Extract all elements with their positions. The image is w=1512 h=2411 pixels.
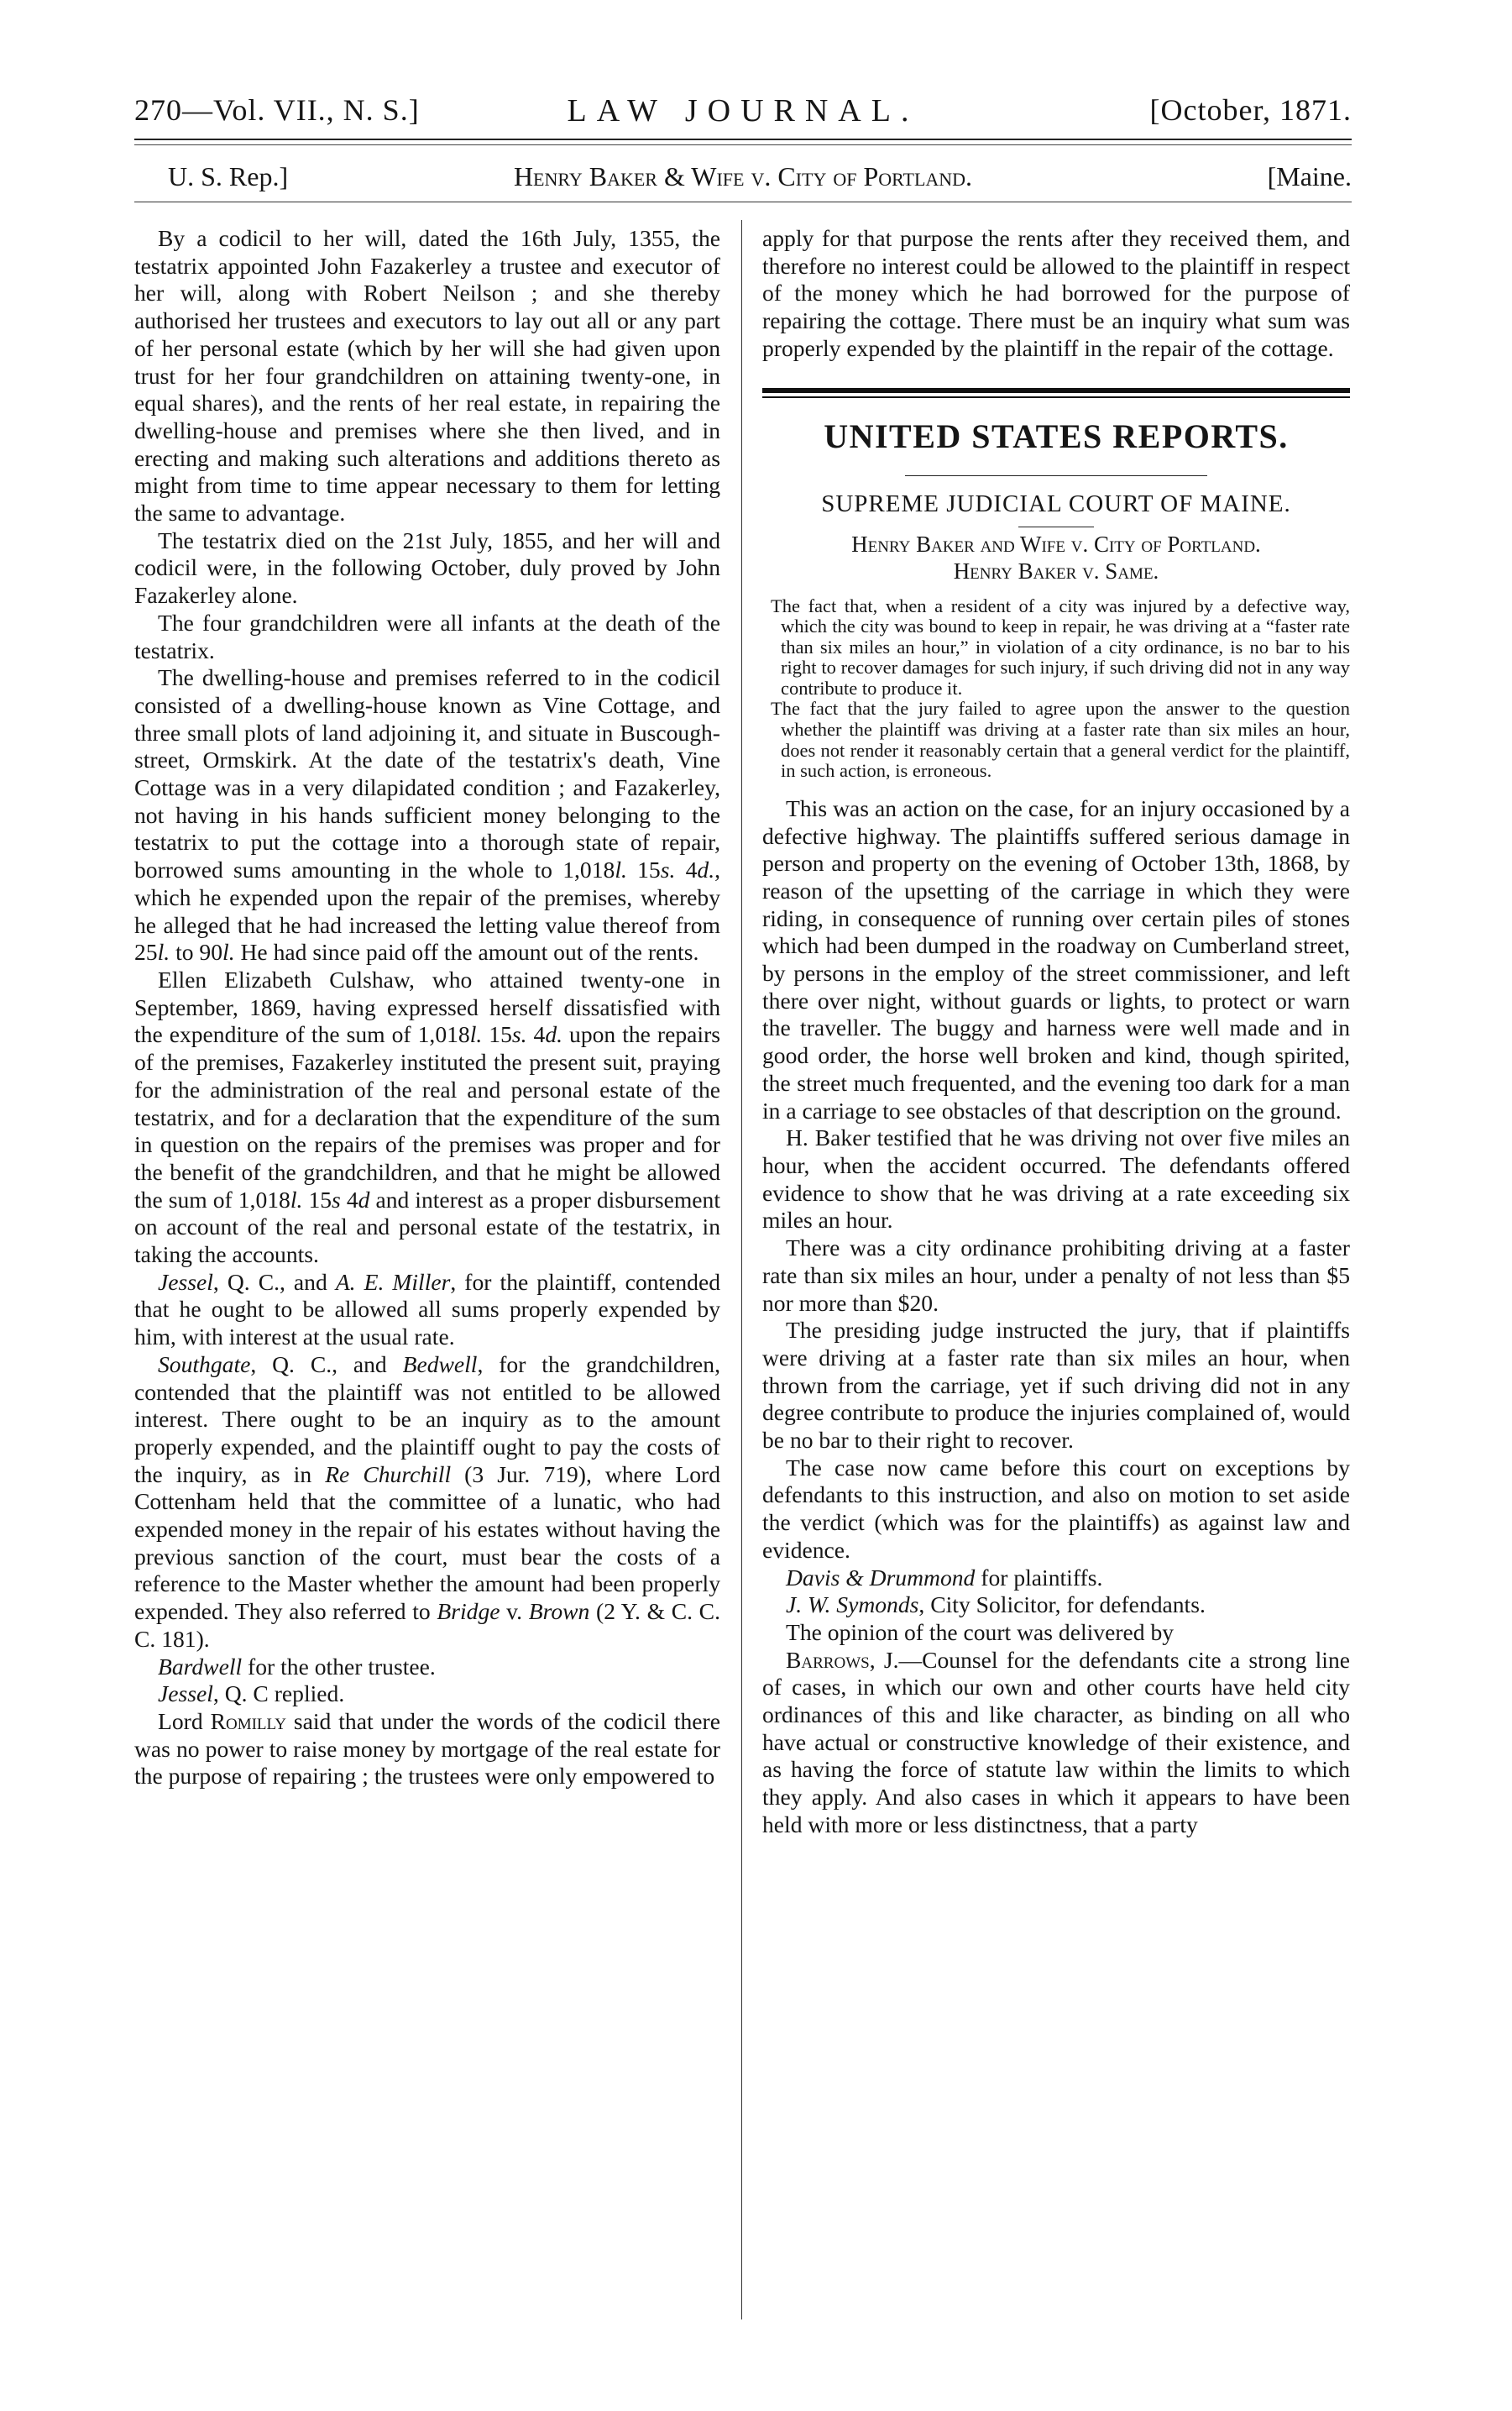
counsel-name: J. W. Symonds [786, 1591, 919, 1618]
report-series: U. S. Rep.] [168, 161, 289, 191]
right-column [762, 225, 1350, 1839]
counsel-name: Davis & Drummond [786, 1564, 976, 1591]
case-running-title: Henry Baker & Wife v. City of Portland. [513, 161, 973, 191]
text-run: to 90 [170, 939, 223, 966]
journal-title: LAW JOURNAL. [567, 93, 919, 128]
text-run: 15 [626, 857, 661, 883]
text-run: , for the grandchildren, contended that the plaintiff was not entitled to be allowed interest. There ought to be an inquiry as to the amount properly expended, and the plaintiff ought to pay the costs of the inquiry, as in [134, 1350, 720, 1487]
text-run: He had since paid off the amount out of the rents. [234, 939, 699, 966]
text-run: 15 [482, 1021, 512, 1048]
text-run: 15 [302, 1186, 332, 1213]
case-citation: Brown [528, 1598, 590, 1625]
paragraph: This was an action on the case, for an injury occasioned by a defective highway. The plaintiffs suffered serious damage in person and property on the evening of October 13th, 1868, by reason of the upsetting of the carriage in which they were riding, in consequence of running over certain piles of stones which had been dumped in the roadway on Cumberland street, by persons in the employ of the street commissioner, and left there over night, without guards or lights, to protect or warn the traveller. The buggy and harness were well made and in good order, the horse well broken and kind, though spirited, the street much frequented, and the evening too dark for a man in a carriage to see obstacles of that description on the ground. [762, 794, 1350, 1124]
paragraph [134, 1680, 720, 1708]
paragraph: The case now came before this court on exceptions by defendants to this instruction, and also on motion to set aside the verdict (which was for the plaintiffs) as against law and evidence. [762, 1454, 1350, 1563]
paragraph: The testatrix died on the 21st July, 1855, and her will and codicil were, in the following October, duly proved by John Fazakerley alone. [134, 527, 720, 609]
text-run: The dwelling-house and premises referred to in the codicil consisted of a dwelling-house known as Vine Cottage, and three small plots of land adjoining it, and situate in Buscough-street, Ormskirk. At the date of the testatrix's death, Vine Cottage was in a very dilapidated condition ; and Fazakerley, not having in his hands sufficient money belonging to the testatrix to put the cottage into a thorough state of repair, borrowed sums amounting in the whole to 1,018 [134, 664, 720, 883]
paragraph: The presiding judge instructed the jury, that if plaintiffs were driving at a faster rate than six miles an hour, when thrown from the carriage, yet if such driving did not in any degree contribute to produce the injuries complained of, would be no bar to their right to recover. [762, 1317, 1350, 1454]
paragraph [762, 1591, 1350, 1619]
section-rule-thick [762, 388, 1350, 393]
paragraph [134, 967, 720, 1269]
paragraph: apply for that purpose the rents after they received them, and therefore no interest could be allowed to the plaintiff in respect of the money which he had borrowed for the purpose of repairing the cottage. There must be an inquiry what sum was properly expended by the plaintiff in the repair of the cottage. [762, 225, 1350, 361]
currency-unit: l. [615, 857, 627, 883]
text-run: 4 [340, 1186, 358, 1213]
counsel-name: Bardwell [158, 1653, 243, 1680]
section-title: UNITED STATES REPORTS. [824, 417, 1289, 455]
paragraph [134, 1654, 720, 1681]
syllabus-item: The fact that, when a resident of a city was injured by a defective way, which the city was bound to keep in repair, he was driving at a “faster rate than six miles an hour,” in violation of a city ordinance, is no bar to his right to recover damages for such injury, if such driving did not in any way contribute to produce it. [771, 595, 1350, 699]
column-divider [741, 220, 742, 2319]
running-header [134, 92, 1352, 134]
judge-name: Barrows [786, 1646, 870, 1673]
paragraph [134, 664, 720, 967]
case-header [134, 161, 1352, 198]
syllabus [762, 596, 1350, 782]
text-run: for the other trustee. [242, 1653, 436, 1680]
currency-unit: s. [660, 857, 676, 883]
text-run: , which he expended upon the repair of the premises, whereby he alleged that he had increased the letting value thereof from 25 [134, 857, 720, 966]
text-run: (3 Jur. 719), where Lord Cottenham held that the committee of a lunatic, who had expended money in the repair of his estates without having the previous sanction of the court, must bear the costs of a reference to the Master whether the amount had been properly expended. They also referred to [134, 1460, 721, 1625]
title-rule [905, 475, 1207, 476]
counsel-name: Jessel [158, 1680, 213, 1707]
text-run: (2 Y. & C. C. C. 181). [134, 1598, 720, 1652]
text-run: , Q. C., and [250, 1350, 403, 1377]
text-run: v. [500, 1598, 529, 1625]
text-run: , Q. C replied. [212, 1680, 345, 1707]
text-run: upon the repairs of the premises, Fazakerley instituted the present suit, praying for the administration of the real and personal estate of the testatrix, and for a declaration that the expenditure of the sum in question on the repairs of the premises was proper and for the benefit of the grandchildren, and that he might be allowed the sum of 1,018 [134, 1021, 720, 1213]
case-title: Henry Baker v. Same. [953, 558, 1159, 584]
text-run: Ellen Elizabeth Culshaw, who attained twenty-one in September, 1869, having expressed herself dissatisfied with the expenditure of the sum of 1,018 [134, 966, 720, 1048]
currency-unit: d. [545, 1021, 563, 1048]
currency-unit: l. [157, 939, 170, 966]
paragraph [762, 1647, 1350, 1839]
currency-unit: s. [511, 1021, 527, 1048]
currency-unit: l. [222, 939, 235, 966]
text-run: , City Solicitor, for defendants. [918, 1591, 1206, 1618]
text-run: 4 [675, 857, 698, 883]
paragraph [134, 1351, 720, 1654]
currency-unit: d [358, 1186, 370, 1213]
text-run: and interest as a proper disbursement on account of the real and personal estate of the testatrix, in taking the accounts. [134, 1186, 720, 1268]
case-citation: Re Churchill [325, 1460, 452, 1487]
left-column [134, 225, 720, 1790]
text-run: , J.—Counsel for the defendants cite a strong line of cases, in which our own and other courts have held city ordinances of this and like character, as binding on all who have actual or constructive knowledge of their existence, and as having the force of statute law within the limits to which they apply. And also cases in which it appears to have been held with more or less distinctness, that a party [762, 1646, 1350, 1837]
currency-unit: l. [290, 1186, 303, 1213]
syllabus-item: The fact that the jury failed to agree upon the answer to the question whether the plaintiff was driving at a faster rate than six miles an hour, does not render it reasonably certain that a general verdict for the plaintiff, in such action, is erroneous. [771, 698, 1350, 782]
section-rule-thin [762, 396, 1350, 398]
paragraph: By a codicil to her will, dated the 16th July, 1355, the testatrix appointed John Fazakerley a trustee and executor of her will, along with Robert Neilson ; and she thereby authorised her trustees and executors to lay out all or any part of her personal estate (which by her will she had given upon trust for her four grandchildren on attaining twenty-one, in equal shares), and the rents of her real estate, in repairing the dwelling-house and premises where she then lived, and in erecting and making such alterations and additions thereto as might from time to time appear necessary to them for letting the same to advantage. [134, 225, 720, 527]
text-run: , Q. C., and [212, 1268, 336, 1295]
text-run: 4 [526, 1021, 546, 1048]
header-rule-thick [134, 139, 1352, 140]
counsel-name: Jessel [158, 1268, 213, 1295]
text-run: said that under the words of the codicil there was no power to raise money by mortgage of the real estate for the purpose of repairing ; the trustees were only empowered to [134, 1707, 720, 1790]
currency-unit: s [332, 1186, 341, 1213]
paragraph [134, 1269, 720, 1351]
text-run: for plaintiffs. [975, 1564, 1103, 1591]
page-volume-label: 270—Vol. VII., N. S.] [134, 93, 420, 127]
jurisdiction: [Maine. [1267, 161, 1352, 191]
judge-name: Romilly [210, 1707, 286, 1734]
issue-date: [October, 1871. [1149, 93, 1352, 127]
paragraph: There was a city ordinance prohibiting driving at a faster rate than six miles an hour, under a penalty of not less than $5 nor more than $20. [762, 1234, 1350, 1316]
text-run: , for the plaintiff, contended that he ought to be allowed all sums properly expended by him, with interest at the usual rate. [134, 1268, 720, 1350]
paragraph: The four grandchildren were all infants at the death of the testatrix. [134, 609, 720, 663]
paragraph: H. Baker testified that he was driving not over five miles an hour, when the accident occurred. The defendants offered evidence to show that he was driving at a rate exceeding six miles an hour. [762, 1124, 1350, 1234]
currency-unit: l. [469, 1021, 483, 1048]
counsel-name: Bedwell [402, 1350, 478, 1377]
currency-unit: d. [697, 857, 715, 883]
text-run: Lord [158, 1707, 211, 1734]
case-title: Henry Baker and Wife v. City of Portland. [851, 531, 1261, 557]
court-name: SUPREME JUDICIAL COURT OF MAINE. [821, 490, 1291, 517]
case-citation: Bridge [437, 1598, 500, 1625]
paragraph [134, 1708, 720, 1790]
counsel-name: A. E. Miller [335, 1268, 451, 1295]
counsel-name: Southgate [158, 1350, 251, 1377]
header-rule-thin [134, 144, 1352, 145]
paragraph [762, 1565, 1350, 1592]
paragraph: The opinion of the court was delivered by [786, 1618, 1175, 1645]
